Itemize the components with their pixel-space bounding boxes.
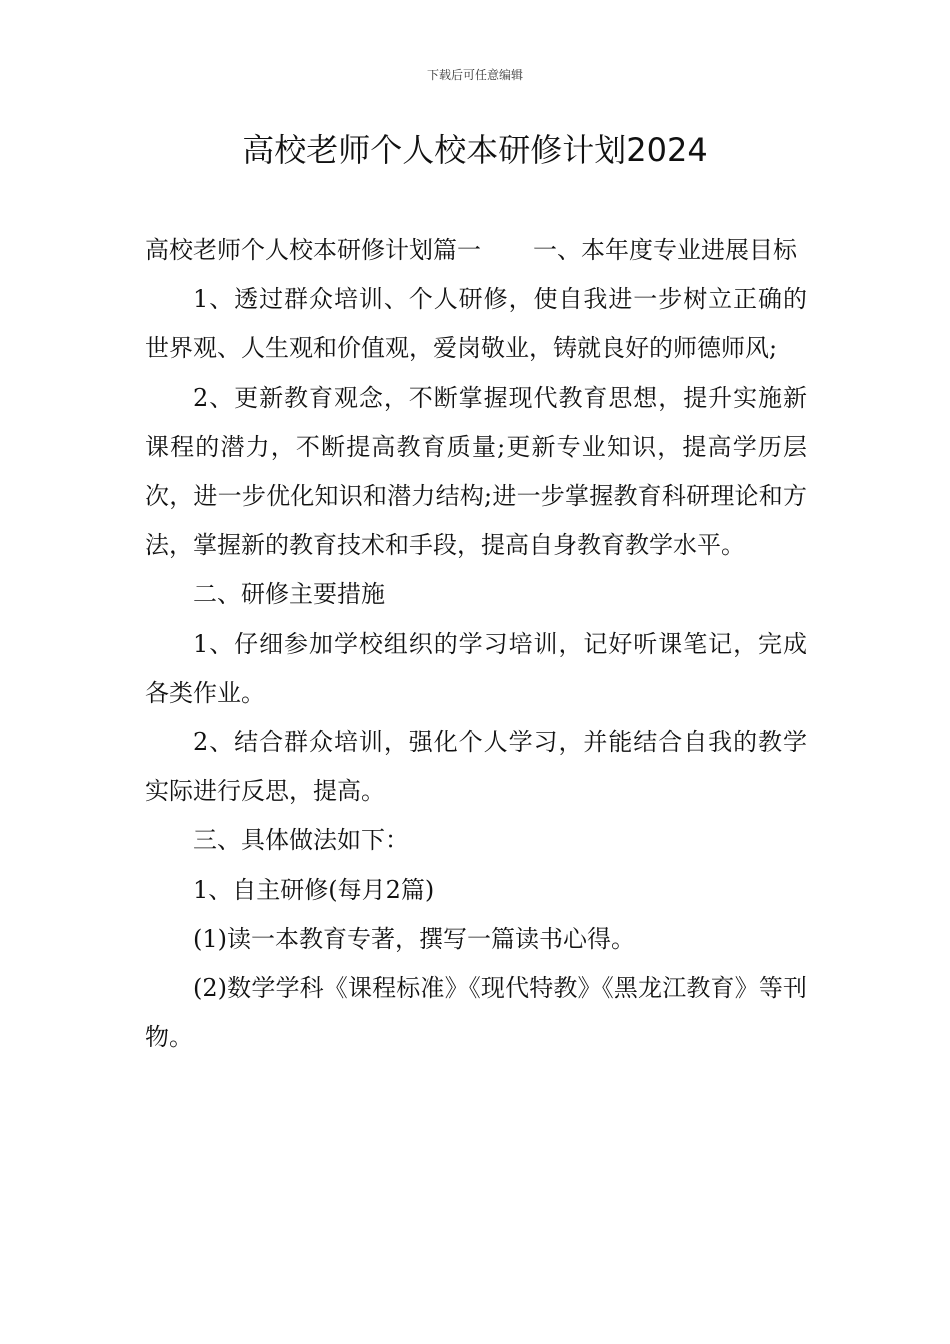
paragraph-measure-1: 1、仔细参加学校组织的学习培训，记好听课笔记，完成各类作业。 — [145, 629, 807, 707]
paragraph-measure-2: 2、结合群众培训，强化个人学习，并能结合自我的教学实际进行反思，提高。 — [145, 728, 807, 806]
intro-lead: 高校老师个人校本研修计划篇一 — [145, 236, 481, 264]
section-heading-1: 一、本年度专业进展目标 — [533, 236, 797, 264]
header-note: 下载后可任意编辑 — [426, 68, 523, 82]
paragraph-method-1: 1、自主研修(每月2篇) — [193, 875, 435, 904]
paragraph-method-1-1: (1)读一本教育专著，撰写一篇读书心得。 — [193, 924, 635, 953]
paragraph-goal-1: 1、透过群众培训、个人研修，使自我进一步树立正确的世界观、人生观和价值观，爱岗敬业，铸就良好的师德师风; — [145, 285, 807, 363]
paragraph-goal-2: 2、更新教育观念，不断掌握现代教育思想，提升实施新课程的潜力，不断提高教育质量;更新专业知识，提高学历层次，进一步优化知识和潜力结构;进一步掌握教育科研理论和方法，掌握新的教育技术和手段，提高自身教育教学水平。 — [145, 383, 807, 560]
intro-paragraph — [145, 226, 807, 275]
paragraph-method-1-2: (2)数学学科《课程标准》《现代特教》《黑龙江教育》等刊物。 — [145, 974, 807, 1052]
document-body — [145, 226, 807, 1062]
document-title: 高校老师个人校本研修计划2024 — [242, 131, 708, 169]
section-heading-2: 二、研修主要措施 — [193, 580, 385, 609]
section-heading-3: 三、具体做法如下： — [193, 826, 409, 855]
